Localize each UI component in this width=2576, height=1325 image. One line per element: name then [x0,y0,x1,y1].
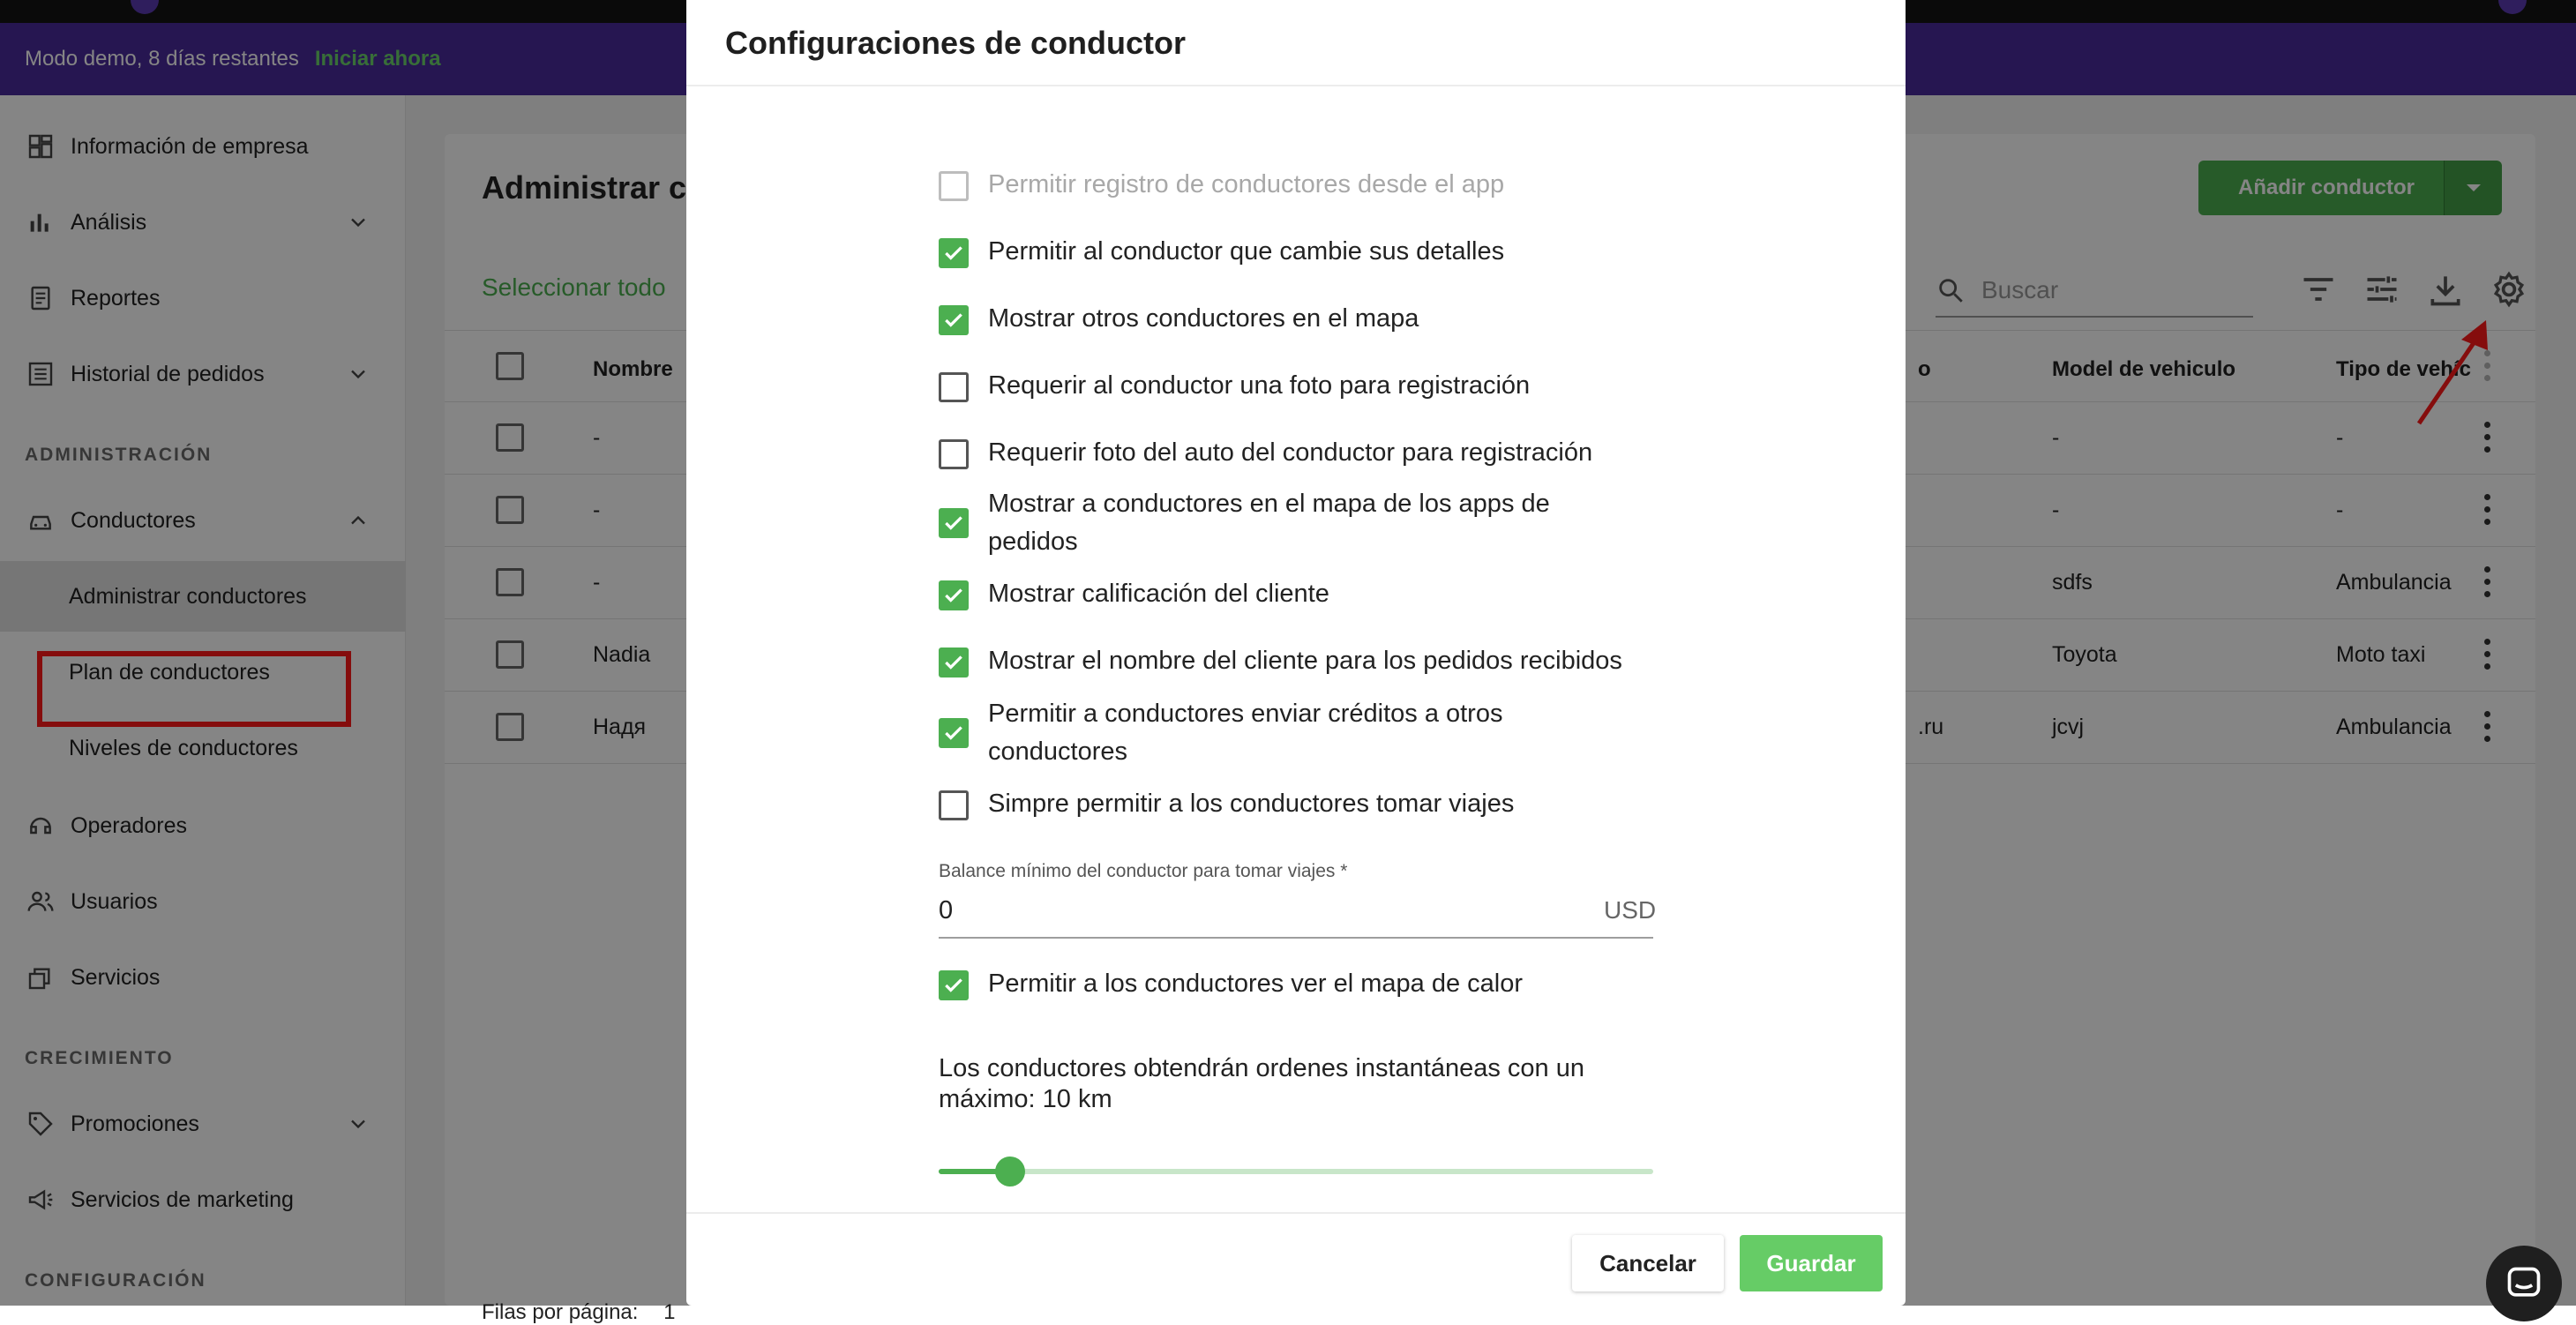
chat-icon [2505,1264,2543,1303]
min-balance-unit: USD [1604,896,1657,924]
column-name[interactable]: Nombre [593,357,673,381]
sidebar-item-label: Servicios de marketing [71,1187,294,1212]
section-config: CONFIGURACIÓN [25,1270,206,1291]
checkbox[interactable] [939,790,969,820]
option-show-client-rating[interactable] [939,579,1641,613]
option-label: Simpre permitir a los conductores tomar viajes [988,790,1515,818]
sidebar-item-label: Análisis [71,209,147,235]
option-show-other-drivers[interactable] [939,303,1641,338]
dialog-footer [686,1212,1906,1306]
checkbox[interactable] [939,305,969,335]
min-balance-input[interactable]: 0 [939,896,954,925]
check-icon [942,974,965,997]
check-icon [942,242,965,265]
checkbox[interactable] [939,439,969,469]
option-label: Mostrar a conductores en el mapa de los apps de pedidos [988,490,1550,556]
option-allow-app-registration[interactable] [939,169,1641,204]
check-icon [942,309,965,332]
checkbox[interactable] [939,648,969,677]
vehicle-model: sdfs [2052,570,2093,595]
vehicle-model: Toyota [2052,642,2117,667]
checkbox[interactable] [939,508,969,538]
check-icon [942,651,965,674]
search-placeholder: Buscar [1981,276,2059,303]
driver-name: - [593,498,601,522]
option-label: Mostrar el nombre del cliente para los pedidos recibidos [988,647,1622,675]
sidebar-item-label: Promociones [71,1111,199,1136]
vehicle-model: - [2052,425,2060,450]
option-label: Requerir foto del auto del conductor para registración [988,438,1593,467]
option-show-drivers-on-order-apps[interactable] [939,490,1641,561]
demo-banner-text: Modo demo, 8 días restantes [25,47,299,71]
vehicle-type: Ambulancia [2336,715,2452,739]
checkbox[interactable] [939,171,969,201]
cancel-button[interactable]: Cancelar [1572,1235,1724,1291]
driver-email: .ru [1918,715,1944,739]
section-growth: CRECIMIENTO [25,1048,174,1068]
driver-name: Nadia [593,642,651,667]
rows-per-page-select[interactable]: 1 [663,1300,676,1324]
add-driver-button[interactable]: Añadir conductor [2198,161,2454,215]
min-balance-label: Balance mínimo del conductor para tomar viajes * [939,861,1348,881]
option-label: Permitir registro de conductores desde el app [988,170,1505,198]
sidebar-item-label: Usuarios [71,888,158,914]
option-label: Permitir a los conductores ver el mapa de calor [988,969,1524,998]
check-icon [942,512,965,535]
option-require-car-photo[interactable] [939,438,1641,472]
dialog-header [686,0,1906,86]
sidebar-item-label: Información de empresa [71,133,309,159]
max-distance-slider-track[interactable] [939,1169,1653,1174]
option-require-driver-photo[interactable] [939,371,1641,405]
driver-name: - [593,425,601,450]
option-allow-send-credits[interactable] [939,700,1641,771]
save-button[interactable]: Guardar [1740,1235,1883,1291]
driver-name: - [593,570,601,595]
sidebar-item-label: Conductores [71,507,196,533]
check-icon [942,722,965,745]
sidebar-item-label: Operadores [71,812,188,838]
section-admin: ADMINISTRACIÓN [25,445,213,465]
checkbox[interactable] [939,718,969,748]
max-distance-slider-thumb[interactable] [995,1157,1025,1187]
chat-launcher[interactable] [2486,1246,2562,1321]
option-label: Permitir a conductores enviar créditos a otros conductores [988,700,1503,766]
column-vehicle-model[interactable]: Model de vehiculo [2052,357,2236,381]
sidebar-item-label: Historial de pedidos [71,361,265,386]
max-distance-text: Los conductores obtendrán ordenes instantáneas con un máximo: 10 km [939,1054,1584,1113]
dialog-title: Configuraciones de conductor [725,25,1187,61]
check-icon [942,584,965,607]
rows-per-page-label: Filas por página: [482,1300,639,1324]
sidebar-item-label: Plan de conductores [69,659,270,685]
column-partial: o [1918,357,1931,381]
select-all-link[interactable]: Seleccionar todo [482,273,666,301]
sidebar-item-label: Niveles de conductores [69,735,298,760]
page-title: Administrar c [482,169,687,206]
sidebar-item-label: Servicios [71,964,161,990]
sidebar-item-label: Administrar conductores [69,583,307,609]
vehicle-type: - [2336,425,2344,450]
vehicle-type: Moto taxi [2336,642,2426,667]
checkbox[interactable] [939,372,969,402]
option-label: Mostrar calificación del cliente [988,580,1329,608]
column-vehicle-type[interactable]: Tipo de vehíc [2336,357,2471,381]
vehicle-model: - [2052,498,2060,522]
checkbox[interactable] [939,970,969,1000]
vehicle-type: - [2336,498,2344,522]
option-show-client-name[interactable] [939,646,1641,680]
option-label: Permitir al conductor que cambie sus detalles [988,237,1505,266]
option-allow-change-details[interactable] [939,236,1641,271]
min-balance-underline [939,937,1653,939]
option-label: Mostrar otros conductores en el mapa [988,304,1419,333]
checkbox[interactable] [939,580,969,610]
option-label: Requerir al conductor una foto para registración [988,371,1531,400]
sidebar-item-label: Reportes [71,285,161,311]
start-now-link[interactable]: Iniciar ahora [314,47,441,71]
driver-settings-dialog [686,0,1906,1306]
option-always-allow-trips[interactable] [939,789,1641,823]
checkbox[interactable] [939,238,969,268]
vehicle-model: jcvj [2052,715,2085,739]
vehicle-type: Ambulancia [2336,570,2452,595]
driver-name: Надя [593,715,647,739]
option-heatmap[interactable] [939,969,1641,1003]
